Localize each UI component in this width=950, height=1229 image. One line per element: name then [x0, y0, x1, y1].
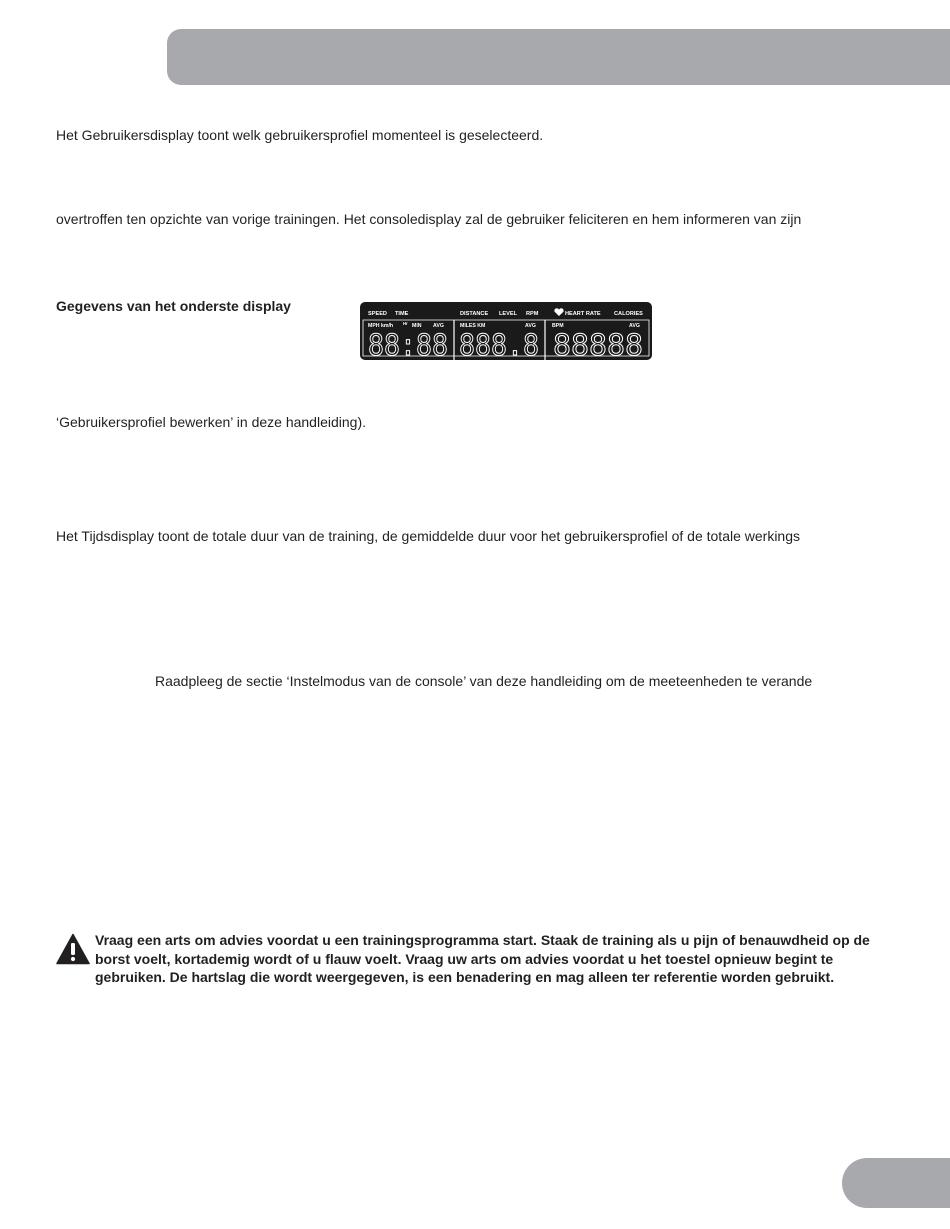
- lcd-digits-time: 88:88: [368, 328, 448, 360]
- lcd-label-calories: CALORIES: [614, 311, 643, 317]
- lcd-sub-hr: Hr: [403, 321, 408, 326]
- lcd-sub-miles-km: MILES KM: [460, 323, 486, 329]
- header-bar: [167, 29, 950, 85]
- lcd-label-time: TIME: [395, 311, 409, 317]
- lcd-label-distance: DISTANCE: [460, 311, 489, 317]
- lcd-sub-mph-kmh: MPH km/h: [368, 323, 394, 329]
- profile-edit-reference: ‘Gebruikersprofiel bewerken’ in deze handleiding).: [56, 414, 366, 430]
- lcd-digits-distance: 888.8: [459, 328, 539, 360]
- lcd-label-speed: SPEED: [368, 311, 387, 317]
- lcd-label-heart-rate: HEART RATE: [565, 311, 601, 317]
- time-display-paragraph: Het Tijdsdisplay toont de totale duur van de training, de gemiddelde duur voor het gebruikersprofiel of de totale werkings: [56, 528, 801, 544]
- warning-triangle-icon: [56, 933, 90, 965]
- lcd-sub-bpm: BPM: [552, 323, 564, 329]
- lcd-sub-avg-3: AVG: [629, 323, 640, 329]
- lcd-sub-avg-1: AVG: [433, 323, 444, 329]
- user-display-paragraph: Het Gebruikersdisplay toont welk gebruikersprofiel momenteel is geselecteerd.: [56, 127, 544, 143]
- lcd-label-level: LEVEL: [499, 311, 518, 317]
- heart-icon: [554, 308, 563, 316]
- page-number-tab: [842, 1158, 950, 1208]
- console-lcd-display: [360, 302, 652, 360]
- lcd-label-rpm: RPM: [526, 311, 539, 317]
- congratulate-paragraph: overtroffen ten opzichte van vorige trainingen. Het consoledisplay zal de gebruiker feliciteren en hem informeren van zijn: [56, 211, 802, 227]
- lower-display-heading: Gegevens van het onderste display: [56, 298, 291, 314]
- warning-text: Vraag een arts om advies voordat u een trainingsprogramma start. Staak de training als u pijn of benauwdheid op de borst voelt, kortademig wordt of u flauw voelt. Vraag uw arts om advies voordat u het toestel opnieuw begint te gebruiken. De hartslag die wordt weergegeven, is een benadering en mag alleen ter referentie worden gebruikt.: [95, 932, 870, 985]
- lcd-sub-avg-2: AVG: [525, 323, 536, 329]
- setup-mode-reference: Raadpleeg de sectie ‘Instelmodus van de console’ van deze handleiding om de meeteenheden te verande: [155, 673, 813, 689]
- lcd-digits-heart: 88888: [553, 328, 643, 360]
- lcd-sub-min: MIN: [412, 323, 422, 329]
